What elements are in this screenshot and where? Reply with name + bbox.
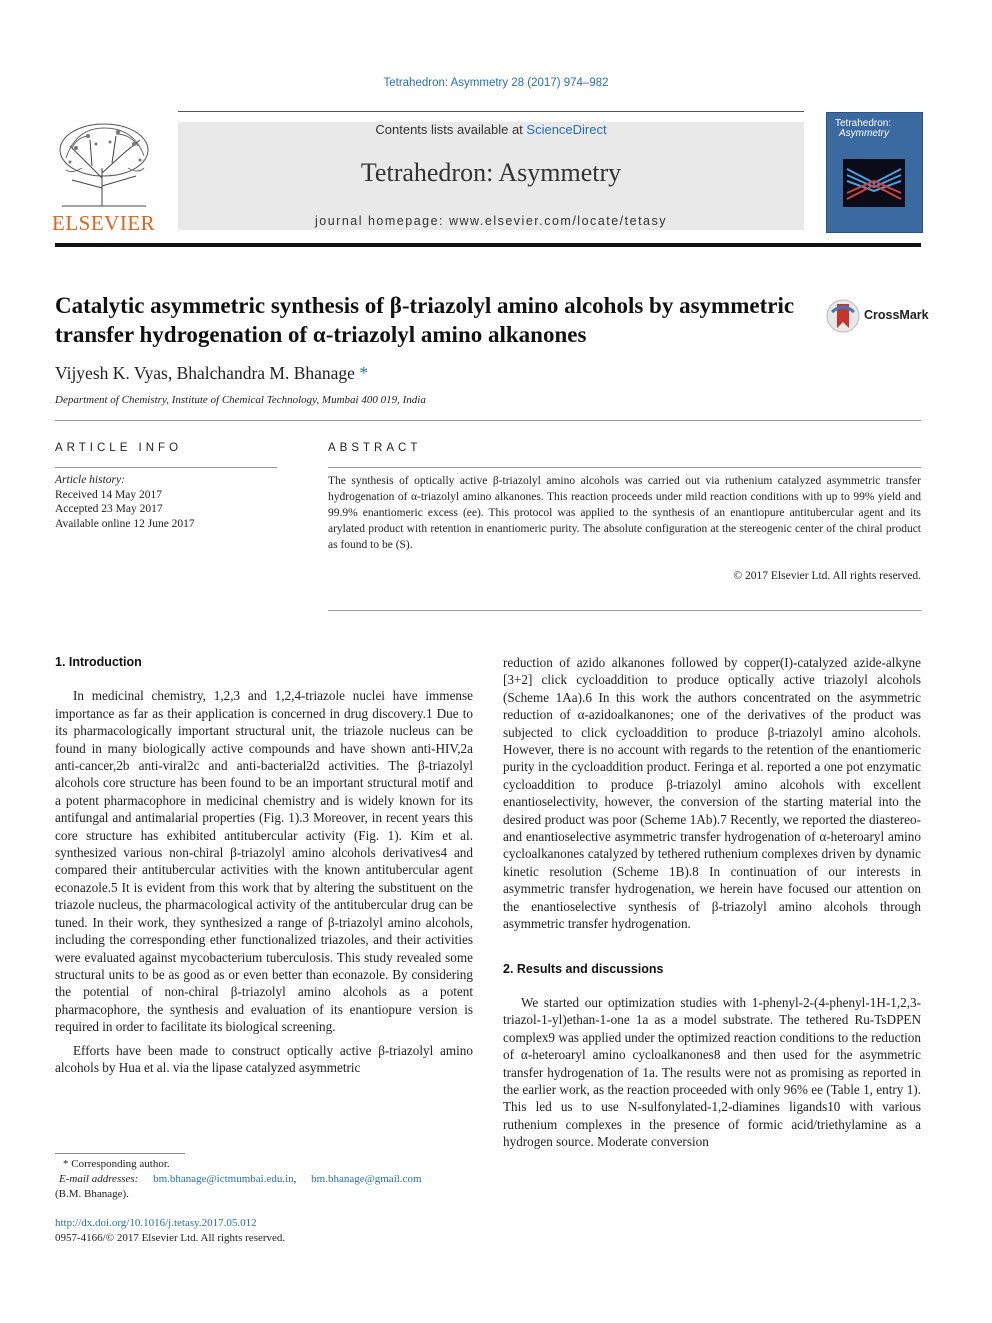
intro-paragraph-1: In medicinal chemistry, 1,2,3 and 1,2,4-triazole nuclei have immense importance as far as their application is concerned in drug discovery.1 Due to its pharmacologically important structural unit, the triazole nucleus can be found in many biologically active compounds and have shown anti-HIV,2a anti-cancer,2b anti-viral2c and anti-bacterial2d activities. The β-triazolyl alcohols core structure has been found to be an important structural motif and a potent pharmacophore in medicinal chemistry and is widely known for its antifungal and antimalarial properties (Fig. 1).3 Moreover, in recent years this core structure has exhibited antitubercular activity (Fig. 1). Kim et al. synthesized various non-chiral β-triazolyl amino alcohols derivatives4 and compared their antitubercular activities with the known antitubercular agent econazole.5 It is evident from this work that by altering the substituent on the triazole nucleus, the pharmacological activity of the antitubercular drug can be tuned. In their work, they synthesized a range of β-triazolyl amino alcohols, including the corresponding ether functionalized triazoles, and their activities were evaluated against mycobacterium tuberculosis. This study revealed some structural units to be as good as or even better than econazole. By considering the potential of non-chiral β-triazolyl amino alcohols as a potent pharmacophore, the synthesis and evaluation of its enantiopure version is required in order to facilitate its biological screening. bbox=[55, 688, 473, 1035]
article-info-heading: ARTICLE INFO bbox=[55, 442, 183, 454]
cover-title-line1: Tetrahedron: bbox=[835, 118, 892, 129]
article-title: Catalytic asymmetric synthesis of β-triazolyl amino alcohols by asymmetric transfer hydrogenation of α-triazolyl amino alkanones bbox=[55, 293, 795, 347]
journal-title: Tetrahedron: Asymmetry bbox=[360, 158, 622, 187]
author-affiliation: Department of Chemistry, Institute of Chemical Technology, Mumbai 400 019, India bbox=[55, 394, 426, 406]
contents-available-line bbox=[178, 122, 804, 137]
cover-artwork-icon bbox=[843, 159, 905, 207]
body-column-right bbox=[503, 654, 921, 1151]
cover-title-line2: Asymmetry bbox=[839, 128, 889, 139]
footnote-emails bbox=[55, 1172, 473, 1187]
journal-cover-thumbnail[interactable] bbox=[826, 112, 923, 233]
journal-homepage[interactable]: journal homepage: www.elsevier.com/locate/tetasy bbox=[314, 214, 667, 228]
footnote bbox=[55, 1157, 473, 1202]
elsevier-logo[interactable] bbox=[52, 118, 162, 236]
footnote-mark: * bbox=[63, 1158, 69, 1170]
body-column-left bbox=[55, 654, 473, 1076]
crossmark-label: CrossMark bbox=[864, 308, 929, 322]
footnote-corresponding-text: Corresponding author. bbox=[71, 1158, 170, 1170]
crossmark-icon bbox=[826, 298, 860, 334]
results-paragraph-1: We started our optimization studies with 1-phenyl-2-(4-phenyl-1H-1,2,3-triazol-1-yl)ethan-1-one 1a as a model substrate. The tethered Ru-TsDPEN complex9 was applied under the optimized reaction conditions to the reduction of α-heteroaryl amino cycloalkanones8 and then used for the asymmetric transfer hydrogenation of 1a. The results were not as promising as reported in the earlier work, as the reaction proceeded with only 96% ee (Table 1, entry 1). This led us to use N-sulfonylated-1,2-diamines ligands10 with various ruthenium complexes in the presence of formic acid/triethylamine as a hydrogen source. Moderate conversion bbox=[503, 994, 921, 1150]
abstract-rule bbox=[328, 467, 921, 468]
email-separator: , bbox=[293, 1173, 297, 1185]
footnote-rule bbox=[55, 1153, 185, 1154]
abstract-bottom-rule bbox=[328, 610, 921, 611]
history-label: Article history: bbox=[55, 474, 125, 486]
contents-prefix: Contents lists available at bbox=[375, 122, 527, 137]
history-online: Available online 12 June 2017 bbox=[55, 517, 195, 530]
section-heading-introduction: 1. Introduction bbox=[55, 655, 142, 669]
email-link-2[interactable]: bm.bhanage@gmail.com bbox=[311, 1173, 422, 1185]
issn-copyright: 0957-4166/© 2017 Elsevier Ltd. All rights reserved. bbox=[55, 1232, 286, 1244]
author-list bbox=[55, 363, 368, 384]
footnote-corresponding bbox=[55, 1157, 473, 1172]
journal-banner bbox=[178, 122, 804, 230]
doi-link[interactable]: http://dx.doi.org/10.1016/j.tetasy.2017.05.012 bbox=[55, 1217, 257, 1229]
history-received: Received 14 May 2017 bbox=[55, 488, 162, 501]
abstract-heading: ABSTRACT bbox=[328, 442, 422, 454]
intro-paragraph-continued: reduction of azido alkanones followed by copper(I)-catalyzed azide-alkyne [3+2] click cycloaddition to produce optically active triazolyl alcohols (Scheme 1Aa).6 In this work the authors concentrated on the asymmetric reduction of α-azidoalkanones; one of the derivatives of the product was subjected to click cycloaddition to produce β-triazolyl amino alcohols. However, there is no account with regards to the retention of the enantiomeric purity in the cycloaddition product. Feringa et al. reported a one pot enzymatic cycloaddition to produce β-triazolyl amino alcohols with excellent enantioselectivity, however, the conversion of the starting material into the desired product was poor (Scheme 1Ab).7 Recently, we reported the diastereo- and enantioselective asymmetric transfer hydrogenation of α-heteroaryl amino cycloalkanones catalyzed by tethered ruthenium complexes driven by dynamic kinetic resolution (Scheme 1B).8 In continuation of our interests in asymmetric transfer hydrogenation, we herein have focused our attention on the enantioselective synthesis of β-triazolyl amino alcohols through asymmetric transfer hydrogenation. bbox=[503, 655, 921, 932]
corresponding-author-mark[interactable]: * bbox=[359, 363, 369, 383]
email-label: E-mail addresses: bbox=[59, 1173, 139, 1185]
doi-block bbox=[55, 1216, 285, 1246]
section-rule-top bbox=[55, 420, 921, 421]
footnote-email-owner: (B.M. Bhanage). bbox=[55, 1188, 129, 1200]
header-bottom-rule bbox=[55, 243, 921, 247]
elsevier-wordmark: ELSEVIER bbox=[52, 211, 156, 235]
abstract-text: The synthesis of optically active β-triazolyl amino alcohols was carried out via ruthenium catalyzed asymmetric transfer hydrogenation of α-triazolyl amino alkanones. This reaction proceeds under mild reaction conditions with up to 99% yield and 99.9% enantiomeric excess (ee). This protocol was applied to the synthesis of an enantiopure antitubercular agent and its arylated product with retention in enantiomeric purity. The absolute configuration at the stereogenic center of the chiral product as found to be (S). bbox=[328, 475, 921, 551]
sciencedirect-link[interactable]: ScienceDirect bbox=[526, 122, 607, 137]
email-link-1[interactable]: bm.bhanage@ictmumbai.edu.in bbox=[153, 1173, 294, 1185]
crossmark-badge[interactable] bbox=[826, 298, 929, 334]
abstract-copyright: © 2017 Elsevier Ltd. All rights reserved. bbox=[733, 570, 921, 582]
article-history bbox=[55, 473, 195, 531]
journal-citation[interactable]: Tetrahedron: Asymmetry 28 (2017) 974–982 bbox=[383, 77, 609, 89]
intro-paragraph-2: Efforts have been made to construct optically active β-triazolyl amino alcohols by Hua et al. via the lipase catalyzed asymmetric bbox=[55, 1042, 473, 1075]
elsevier-tree-icon bbox=[52, 118, 156, 208]
authors-names[interactable]: Vijyesh K. Vyas, Bhalchandra M. Bhanage bbox=[55, 363, 355, 383]
history-accepted: Accepted 23 May 2017 bbox=[55, 503, 163, 515]
header-top-rule bbox=[178, 111, 804, 112]
cover-title bbox=[827, 113, 922, 139]
section-heading-results: 2. Results and discussions bbox=[503, 961, 664, 976]
article-info-rule bbox=[55, 467, 277, 468]
